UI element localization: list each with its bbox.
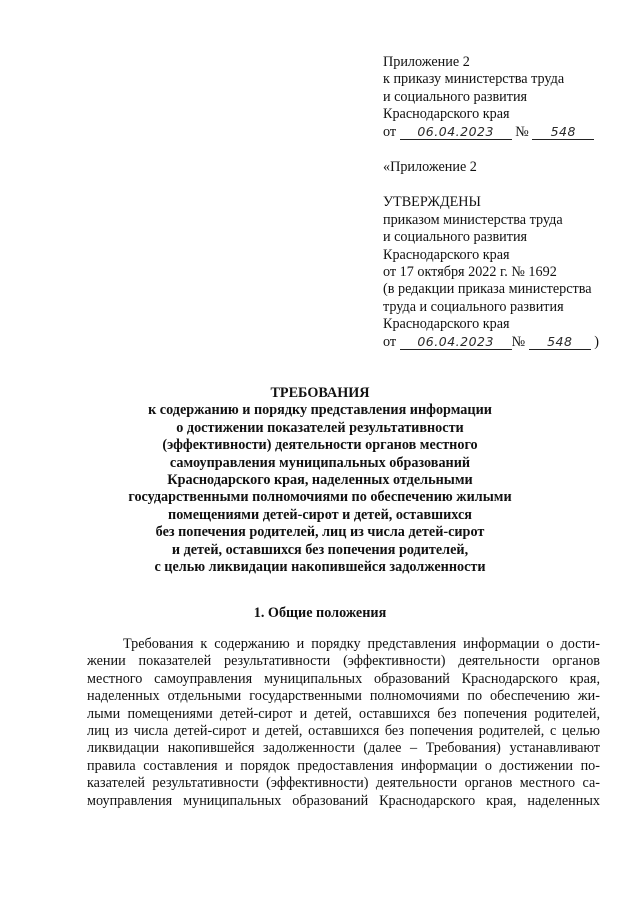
approved-line: Краснодарского края [383, 246, 510, 263]
handwritten-number: 548 [532, 124, 594, 140]
number-label: № [515, 123, 529, 140]
title-line: к содержанию и порядку представления информации [148, 402, 492, 419]
paragraph-line: жении показателей результативности (эффективности) деятельности органов [87, 653, 600, 670]
approved-line: УТВЕРЖДЕНЫ [383, 194, 481, 211]
handwritten-date: 06.04.2023 [400, 334, 512, 350]
from-label: от [383, 123, 397, 140]
approved-line: приказом министерства труда [383, 211, 563, 228]
appendix-line: Приложение 2 [383, 54, 470, 70]
approved-line: и социального развития [383, 229, 528, 246]
title-line: Краснодарского края, наделенных отдельными [167, 472, 473, 489]
title-line: самоуправления муниципальных образований [169, 454, 471, 471]
paragraph-line: ликвидации накопившейся задолженности (далее – Требования) устанавливают [87, 740, 600, 757]
section-heading: 1. Общие положения [253, 605, 387, 621]
title-line: (эффективности) деятельности органов местного [162, 437, 478, 454]
appendix-line: к приказу министерства труда [383, 71, 565, 88]
title-line: без попечения родителей, лиц из числа детей-сирот [155, 524, 485, 541]
paragraph-line: Требования к содержанию и порядку представления информации о дости- [123, 636, 600, 652]
approved-line: (в редакции приказа министерства [383, 281, 592, 298]
paragraph-line: лиц из числа детей-сирот и детей, оставшихся без попечения родителей, с целью [87, 722, 600, 739]
paragraph-line: моуправления муниципальных образований Краснодарского края, наделенных [87, 792, 600, 809]
paragraph-line: местного самоуправления муниципальных образований Краснодарского края, [87, 670, 600, 687]
title-line: помещениями детей-сирот и детей, оставшихся [168, 506, 472, 523]
number-label: № [511, 333, 526, 350]
appendix-block [383, 54, 623, 351]
section-paragraph [87, 636, 600, 810]
document-title [100, 385, 540, 576]
approved-order-ref [383, 334, 623, 351]
closing-paren: ) [594, 333, 600, 350]
handwritten-date: 06.04.2023 [400, 124, 512, 140]
appendix-order-ref [383, 124, 623, 141]
paragraph-line: правила составления и порядок предоставления информации о достижении по- [87, 757, 600, 774]
approved-header: «Приложение 2 [383, 159, 477, 176]
title-line: и детей, оставшихся без попечения родителей, [171, 541, 469, 558]
title-line: с целью ликвидации накопившейся задолженности [154, 559, 486, 576]
paragraph-line: казателей результативности (эффективности) деятельности органов местного са- [87, 775, 600, 792]
approved-line: Краснодарского края [383, 316, 510, 333]
title-line: государственными полномочиями по обеспечению жилыми [128, 489, 512, 506]
appendix-line: Краснодарского края [383, 106, 510, 123]
from-label: от [383, 333, 397, 350]
title-line: о достижении показателей результативности [176, 419, 464, 436]
title-line: ТРЕБОВАНИЯ [270, 385, 370, 401]
paragraph-line: лыми помещениями детей-сирот и детей, оставшихся без попечения родителей, [87, 705, 600, 722]
paragraph-line: наделенных отдельными государственными полномочиями по обеспечению жи- [87, 688, 600, 705]
approved-line: от 17 октября 2022 г. № 1692 [383, 264, 557, 281]
handwritten-number: 548 [529, 334, 591, 350]
approved-line: труда и социального развития [383, 298, 564, 315]
appendix-line: и социального развития [383, 88, 528, 105]
